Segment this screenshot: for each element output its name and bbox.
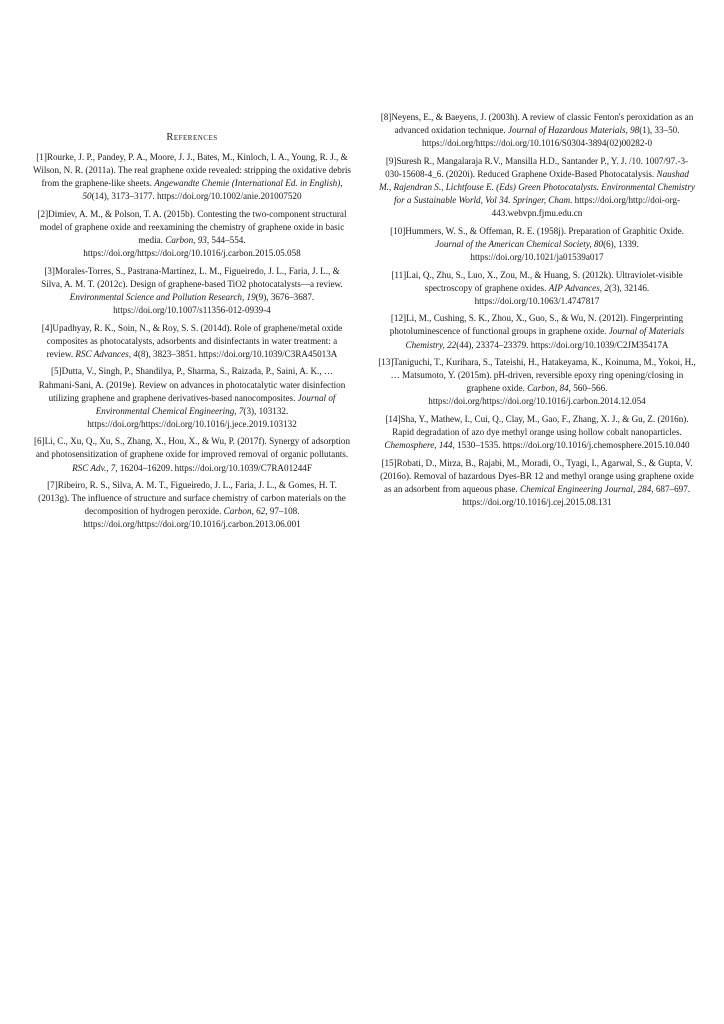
reference-entry xyxy=(378,225,696,264)
reference-text: [12]Li, M., Cushing, S. K., Zhou, X., Guo, S., & Wu, N. (2012l). Fingerprinting photoluminescence of functional groups in graphene oxide. xyxy=(389,313,684,337)
right-column xyxy=(378,111,696,514)
reference-entry xyxy=(33,435,351,474)
reference-journal: Carbon xyxy=(223,506,252,517)
reference-volume: , 144 xyxy=(434,440,453,451)
reference-journal: Chemical Engineering Journal xyxy=(520,483,634,494)
reference-text: [10]Hummers, W. S., & Offeman, R. E. (1958j). Preparation of Graphitic Oxide. xyxy=(390,225,684,236)
reference-tail: , 1530–1535. https://doi.org/10.1016/j.chemosphere.2015.10.040 xyxy=(452,440,690,451)
reference-volume: , 22 xyxy=(442,339,457,350)
reference-tail: (3), 103132. https://doi.org/https://doi.org/10.1016/j.jece.2019.103132 xyxy=(87,405,297,429)
reference-journal: Carbon xyxy=(527,383,555,394)
reference-text: [15]Robati, D., Mirza, B., Rajabi, M., Moradi, O., Tyagi, I., Agarwal, S., & Gupta, V. (2016o). Removal of hazardous Dyes-BR 12 and methyl orange using graphene oxide as an adsorbent from aqueous phase. xyxy=(380,457,694,494)
reference-text: [11]Lai, Q., Zhu, S., Luo, X., Zou, M., & Huang, S. (2012k). Ultraviolet-visible spectroscopy of graphene oxides. xyxy=(391,269,683,293)
reference-text: [5]Dutta, V., Singh, P., Shandilya, P., Sharma, S., Raizada, P., Saini, A. K., … Rahmani-Sani, A. (2019e). Review on advances in photocatalytic water disinfection utilizing graphene and graphene derivatives-based nanocomposites. xyxy=(38,366,346,403)
reference-tail: , 544–554. https://doi.org/https://doi.org/10.1016/j.carbon.2015.05.058 xyxy=(83,235,301,259)
reference-tail: (6), 1339. https://doi.org/10.1021/ja01539a017 xyxy=(470,238,639,262)
reference-entry xyxy=(33,265,351,317)
reference-tail: (9), 3676–3687. https://doi.org/10.1007/s11356-012-0939-4 xyxy=(113,291,315,316)
reference-tail: (3), 32146. https://doi.org/10.1063/1.4747817 xyxy=(474,282,650,306)
reference-tail: https://doi.org/http://doi-org-443.webvpn.fjmu.edu.cn xyxy=(491,195,681,219)
reference-text: [4]Upadhyay, R. K., Soin, N., & Roy, S. S. (2014d). Role of graphene/metal oxide composites as photocatalysts, adsorbents and disinfectants in water treatment: a review. xyxy=(41,322,343,359)
reference-entry xyxy=(33,208,351,260)
reference-volume: , 4 xyxy=(128,348,138,359)
reference-text: [9]Suresh R., Mangalaraja R.V., Mansilla H.D., Santander P., Y. J. /10. 1007/97.-3-030-15608-4_6. (2020i). Reduced Graphene Oxide-Based Photocatalysis. xyxy=(385,155,689,179)
reference-entry xyxy=(378,111,696,150)
reference-volume: , 84 xyxy=(554,383,569,394)
reference-text: [6]Li, C., Xu, Q., Xu, S., Zhang, X., Hou, X., & Wu, P. (2017f). Synergy of adsorption and photosensitization of graphene oxide for improved removal of organic pollutants. xyxy=(33,436,351,460)
reference-journal: Environmental Science and Pollution Research xyxy=(69,291,242,302)
reference-volume: , 284 xyxy=(633,483,652,494)
reference-text: [8]Neyens, E., & Baeyens, J. (2003h). A review of classic Fenton's peroxidation as an advanced oxidation technique. xyxy=(380,112,694,136)
reference-journal: Carbon xyxy=(165,235,194,246)
reference-tail: , 560–566. https://doi.org/https://doi.org/10.1016/j.carbon.2014.12.054 xyxy=(428,383,646,407)
reference-text: [3]Morales-Torres, S., Pastrana-Martínez, L. M., Figueiredo, J. L., Faria, J. L., & Silva, A. M. T. (2012c). Design of graphene-based TiO2 photocatalysts—a review. xyxy=(41,265,343,289)
reference-tail: , 687–697. https://doi.org/10.1016/j.cej.2015.08.131 xyxy=(462,483,691,508)
references-heading: References xyxy=(166,132,218,143)
reference-tail: , 97–108. https://doi.org/https://doi.org/10.1016/j.carbon.2013.06.001 xyxy=(83,506,301,530)
reference-entry xyxy=(378,457,696,509)
reference-journal: Journal of Materials Chemistry xyxy=(405,326,685,350)
reference-volume: , 80 xyxy=(589,238,604,249)
reference-entry xyxy=(33,479,351,531)
reference-volume: , 62 xyxy=(251,506,266,517)
reference-journal: Chemosphere xyxy=(384,440,435,451)
reference-journal: Journal of Environmental Chemical Engineering xyxy=(95,392,336,416)
reference-tail: , 16204–16209. https://doi.org/10.1039/C7RA01244F xyxy=(115,462,312,473)
reference-journal: Naushad M., Rajendran S., Lichtfouse E. (Eds) Green Photocatalysts. Environmental Chemistry for a Sustainable World, Vol 34. Springer, Cham. xyxy=(379,168,695,206)
reference-tail: (1), 33–50. https://doi.org/https://doi.org/10.1016/S0304-3894(02)00282-0 xyxy=(421,125,680,149)
reference-entry xyxy=(33,322,351,361)
reference-text: [1]Rourke, J. P., Pandey, P. A., Moore, J. J., Bates, M., Kinloch, I. A., Young, R. J., & Wilson, N. R. (2011a). The real graphene oxide revealed: stripping the oxidative debris from the graphene-like sheets. xyxy=(33,152,351,189)
reference-volume: , 7 xyxy=(234,405,244,416)
reference-text: [7]Ribeiro, R. S., Silva, A. M. T., Figueiredo, J. L., Faria, J. L., & Gomes, H. T. (2013g). The influence of structure and surface chemistry of carbon materials on the decomposition of hydrogen peroxide. xyxy=(38,480,346,517)
reference-entry xyxy=(378,356,696,408)
reference-text: [13]Taniguchi, T., Kurihara, S., Tateishi, H., Hatakeyama, K., Koinuma, M., Yokoi, H., … Matsumoto, Y. (2015m). pH-driven, reversible epoxy ring opening/closing in graphene oxide. xyxy=(378,357,696,394)
reference-journal: RSC Adv. xyxy=(72,462,107,473)
reference-journal: RSC Advances xyxy=(75,348,129,359)
reference-tail: (14), 3173–3177. https://doi.org/10.1002/anie.201007520 xyxy=(91,191,302,202)
reference-journal: Journal of the American Chemical Society xyxy=(435,238,590,249)
reference-volume: , 2 xyxy=(599,282,609,293)
reference-volume: , 50 xyxy=(82,178,343,202)
reference-tail: (44), 23374–23379. https://doi.org/10.1039/C2JM35417A xyxy=(456,339,669,350)
reference-journal: AIP Advances xyxy=(548,282,600,293)
reference-entry xyxy=(378,312,696,351)
reference-entry xyxy=(378,269,696,308)
reference-journal: Journal of Hazardous Materials xyxy=(508,125,626,136)
reference-volume: , 93 xyxy=(193,235,207,246)
reference-volume: , 7 xyxy=(106,462,116,473)
reference-journal: Angewandte Chemie (International Ed. in English) xyxy=(154,178,341,189)
left-column xyxy=(33,132,351,536)
reference-text: [14]Sha, Y., Mathew, I., Cui, Q., Clay, M., Gao, F., Zhang, X. J., & Gu, Z. (2016n). Rapid degradation of azo dye methyl orange using hollow cobalt nanoparticles. xyxy=(385,413,689,438)
reference-entry xyxy=(378,413,696,452)
reference-entry xyxy=(33,151,351,203)
reference-entry xyxy=(378,155,696,220)
reference-volume: , 19 xyxy=(241,291,256,302)
reference-entry xyxy=(33,365,351,430)
reference-text: [2]Dimiev, A. M., & Polson, T. A. (2015b). Contesting the two-component structural model of graphene oxide and reexamining the chemistry of graphene oxide in basic media. xyxy=(37,208,347,246)
reference-volume: , 98 xyxy=(625,125,640,136)
reference-tail: (8), 3823–3851. https://doi.org/10.1039/C3RA45013A xyxy=(137,348,338,359)
